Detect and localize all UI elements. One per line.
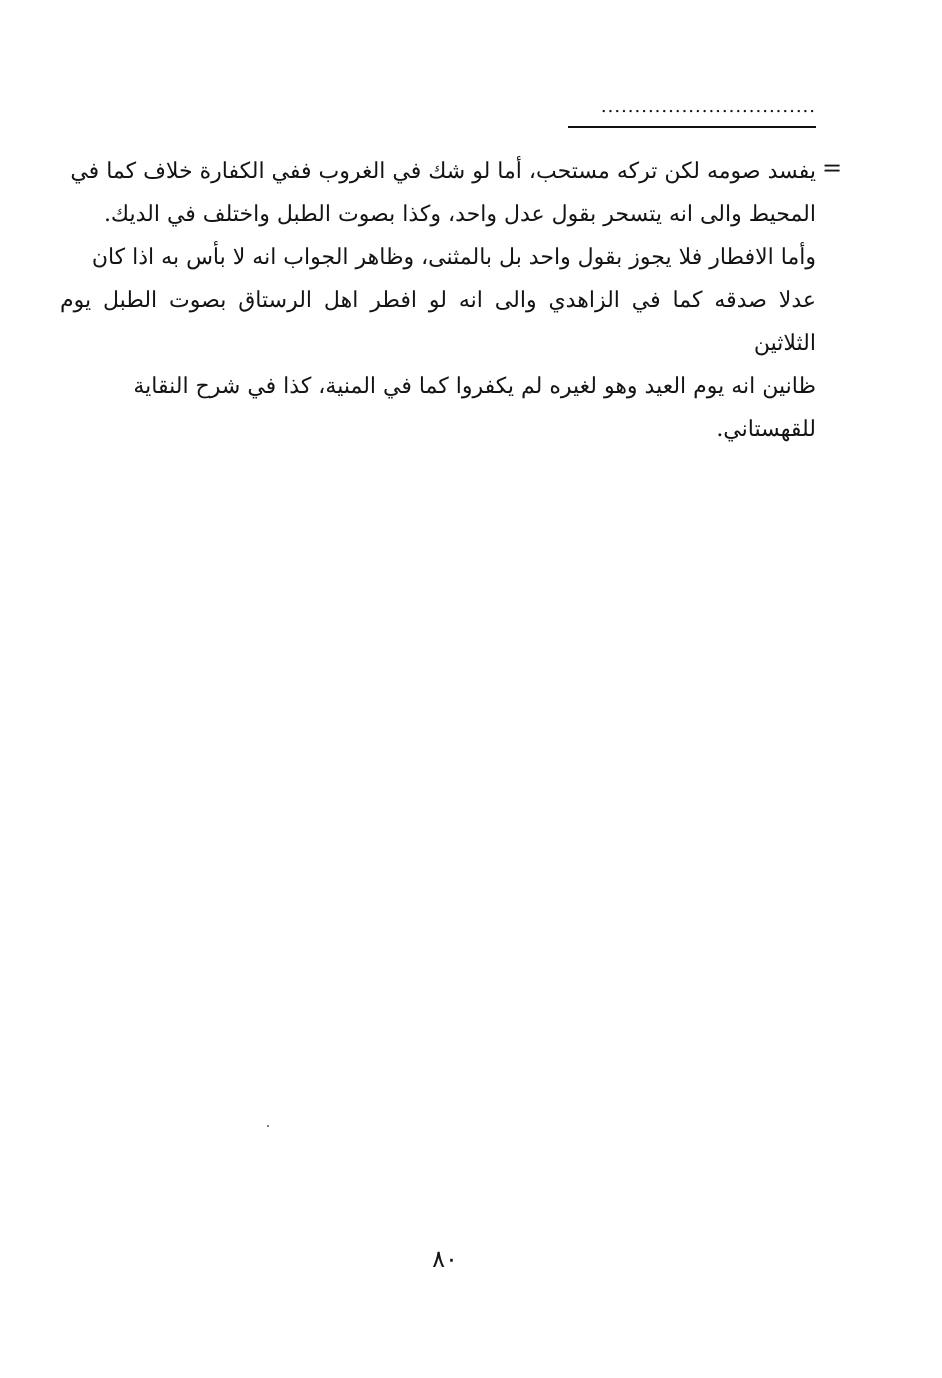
footnote-line: يفسد صومه لكن تركه مستحب، أما لو شك في الغروب ففي الكفارة خلاف كما في bbox=[70, 159, 816, 184]
footnote-line: عدلا صدقه كما في الزاهدي والى انه لو افطر اهل الرستاق بصوت الطبل يوم الثلاثين bbox=[60, 288, 816, 356]
footnote-text bbox=[60, 150, 816, 451]
footnote-line: للقهستاني. bbox=[716, 417, 816, 442]
footnote-line: ظانين انه يوم العيد وهو لغيره لم يكفروا كما في المنية، كذا في شرح النقاية bbox=[133, 374, 816, 399]
footnote-line: المحيط والى انه يتسحر بقول عدل واحد، وكذا بصوت الطبل واختلف في الديك. bbox=[103, 202, 816, 227]
footnote-dotted-separator: ................................ bbox=[600, 100, 816, 114]
scan-speck bbox=[267, 1125, 269, 1127]
footnote-continuation-mark: = bbox=[822, 154, 843, 182]
page-number: ٨٠ bbox=[432, 1245, 458, 1273]
footnote-line: وأما الافطار فلا يجوز بقول واحد بل بالمثنى، وظاهر الجواب انه لا بأس به اذا كان bbox=[91, 245, 816, 270]
footnote-separator-line bbox=[568, 126, 816, 128]
